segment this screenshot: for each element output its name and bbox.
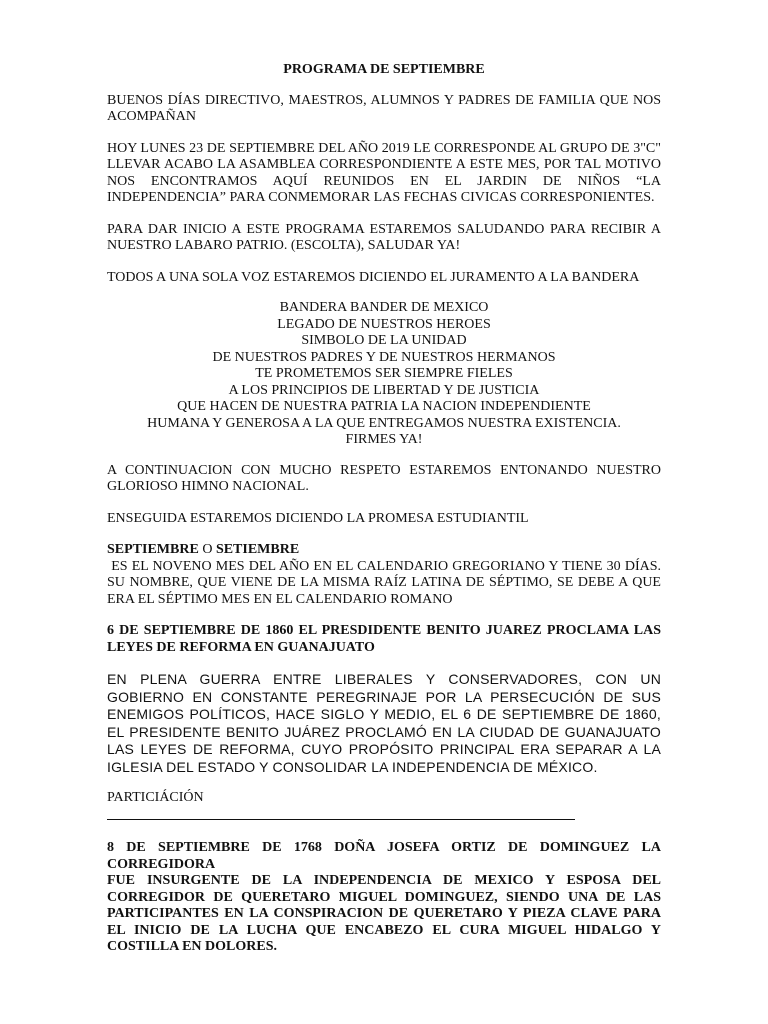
oath-line: DE NUESTROS PADRES Y DE NUESTROS HERMANOS [212,349,556,365]
september-connector: O [198,542,216,557]
page-title: PROGRAMA DE SEPTIEMBRE [283,62,485,77]
oath-line: HUMANA Y GENEROSA A LA QUE ENTREGAMOS NUESTRA EXISTENCIA. [147,415,621,431]
oath-line: BANDERA BANDER DE MEXICO [279,300,489,315]
intro-paragraph: HOY LUNES 23 DE SEPTIEMBRE DEL AÑO 2019 LE CORRESPONDE AL GRUPO DE 3"C" LLEVAR ACABO LA ASAMBLEA CORRESPONDIENTE A ESTE MES, POR TAL MOTIVO NOS ENCONTRAMOS AQUÍ REUNIDOS EN EL JARDIN DE NIÑOS “LA INDEPENDENCIA” PARA CONMEMORAR LAS FECHAS CIVICAS CORRESPONIENTES. [107,140,661,205]
oath-line: TE PROMETEMOS SER SIEMPRE FIELES [255,366,513,381]
flag-greeting-paragraph: PARA DAR INICIO A ESTE PROGRAMA ESTAREMOS SALUDANDO PARA RECIBIR A NUESTRO LABARO PATRIO. (ESCOLTA), SALUDAR YA! [107,221,661,253]
oath-line: SIMBOLO DE LA UNIDAD [301,333,467,348]
juarez-heading: 6 DE SEPTIEMBRE DE 1860 EL PRESDIDENTE BENITO JUAREZ PROCLAMA LAS LEYES DE REFORMA EN GUANAJUATO [107,623,661,655]
promise-paragraph: ENSEGUIDA ESTAREMOS DICIENDO LA PROMESA ESTUDIANTIL [107,510,529,526]
participation-label: PARTICIÁCIÓN [107,790,204,805]
document-page [107,62,665,956]
participation-blank [107,807,575,820]
juarez-text: EN PLENA GUERRA ENTRE LIBERALES Y CONSERVADORES, CON UN GOBIERNO EN CONSTANTE PEREGRINAJE POR LA PERSECUCIÓN DE SUS ENEMIGOS POLÍTICOS, HACE SIGLO Y MEDIO, EL 6 DE SEPTIEMBRE DE 1860, EL PRESIDENTE BENITO JUÁREZ PROCLAMÓ EN LA CIUDAD DE GUANAJUATO LAS LEYES DE REFORMA, CUYO PROPÓSITO PRINCIPAL ERA SEPARAR A LA IGLESIA DEL ESTADO Y CONSOLIDAR LA INDEPENDENCIA DE MÉXICO. [107,671,661,775]
oath-line: LEGADO DE NUESTROS HEROES [277,316,491,332]
oath-intro-paragraph: TODOS A UNA SOLA VOZ ESTAREMOS DICIENDO EL JURAMENTO A LA BANDERA [107,269,640,285]
september-text: ES EL NOVENO MES DEL AÑO EN EL CALENDARIO GREGORIANO Y TIENE 30 DÍAS. SU NOMBRE, QUE VIENE DE LA MISMA RAÍZ LATINA DE SÉPTIMO, SE DEBE A QUE ERA EL SÉPTIMO MES EN EL CALENDARIO ROMANO [107,558,665,607]
setiembre-word: SETIEMBRE [215,542,300,557]
september-heading [107,542,661,559]
flag-oath-verse [107,300,661,449]
september-word: SEPTIEMBRE [107,542,199,557]
participation-line [107,790,661,825]
oath-line: FIRMES YA! [345,432,423,447]
corregidora-heading: 8 DE SEPTIEMBRE DE 1768 DOÑA JOSEFA ORTIZ DE DOMINGUEZ LA CORREGIDORA [107,840,661,872]
september-section [107,542,665,608]
anthem-paragraph: A CONTINUACION CON MUCHO RESPETO ESTAREMOS ENTONANDO NUESTRO GLORIOSO HIMNO NACIONAL. [107,462,661,494]
corregidora-text: FUE INSURGENTE DE LA INDEPENDENCIA DE MEXICO Y ESPOSA DEL CORREGIDOR DE QUERETARO MIGUEL DOMINGUEZ, SIENDO UNA DE LAS PARTICIPANTES EN LA CONSPIRACION DE QUERETARO Y PIEZA CLAVE PARA EL INICIO DE LA LUCHA QUE ENCABEZO EL CURA MIGUEL HIDALGO Y COSTILLA EN DOLORES. [107,873,661,954]
greeting-paragraph: BUENOS DÍAS DIRECTIVO, MAESTROS, ALUMNOS Y PADRES DE FAMILIA QUE NOS ACOMPAÑAN [107,92,661,124]
oath-line: A LOS PRINCIPIOS DE LIBERTAD Y DE JUSTICIA [228,382,540,398]
oath-line: QUE HACEN DE NUESTRA PATRIA LA NACION INDEPENDIENTE [177,399,591,414]
